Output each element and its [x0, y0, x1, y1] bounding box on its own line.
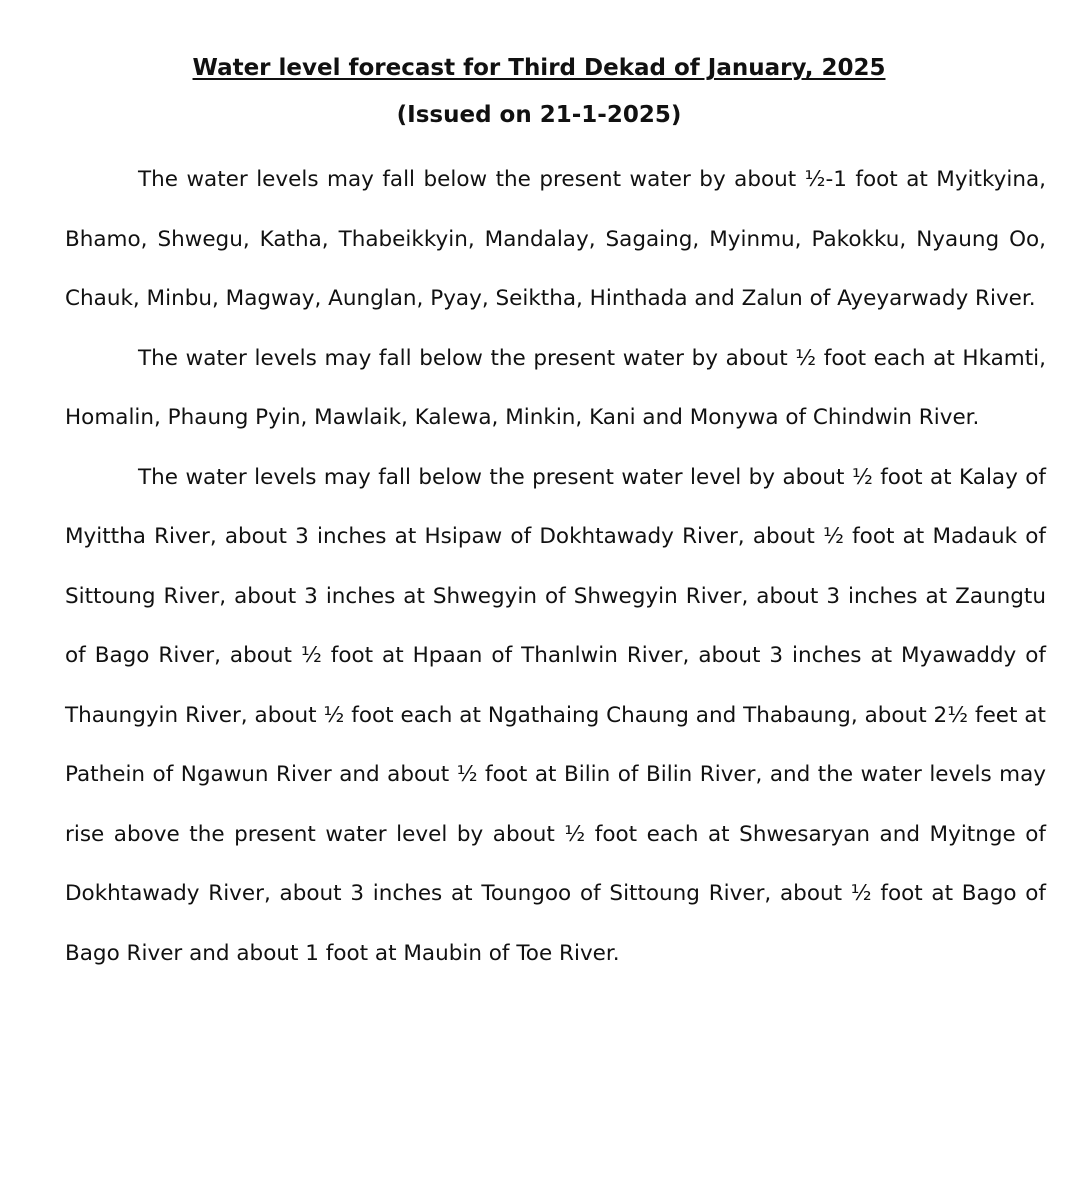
forecast-body [65, 150, 1046, 983]
paragraph-ayeyarwady: The water levels may fall below the present water by about ½-1 foot at Myitkyina, Bhamo, Shwegu, Katha, Thabeikkyin, Mandalay, Sagaing, Myinmu, Pakokku, Nyaung Oo, Chauk, Minbu, Magway, Aunglan, Pyay, Seiktha, Hinthada and Zalun of Ayeyarwady River. [65, 167, 1046, 311]
paragraph-other-rivers: The water levels may fall below the present water level by about ½ foot at Kalay of Myittha River, about 3 inches at Hsipaw of Dokhtawady River, about ½ foot at Madauk of Sittoung River, about 3 inches at Shwegyin of Shwegyin River, about 3 inches at Zaungtu of Bago River, about ½ foot at Hpaan of Thanlwin River, about 3 inches at Myawaddy of Thaungyin River, about ½ foot each at Ngathaing Chaung and Thabaung, about 2½ feet at Pathein of Ngawun River and about ½ foot at Bilin of Bilin River, and the water levels may rise above the present water level by about ½ foot each at Shwesaryan and Myitnge of Dokhtawady River, about 3 inches at Toungoo of Sittoung River, about ½ foot at Bago of Bago River and about 1 foot at Maubin of Toe River. [65, 464, 1046, 966]
document-title: Water level forecast for Third Dekad of January, 2025 [192, 55, 886, 81]
paragraph-chindwin: The water levels may fall below the present water by about ½ foot each at Hkamti, Homalin, Phaung Pyin, Mawlaik, Kalewa, Minkin, Kani and Monywa of Chindwin River. [65, 345, 1046, 430]
issued-date: (Issued on 21-1-2025) [396, 102, 682, 128]
